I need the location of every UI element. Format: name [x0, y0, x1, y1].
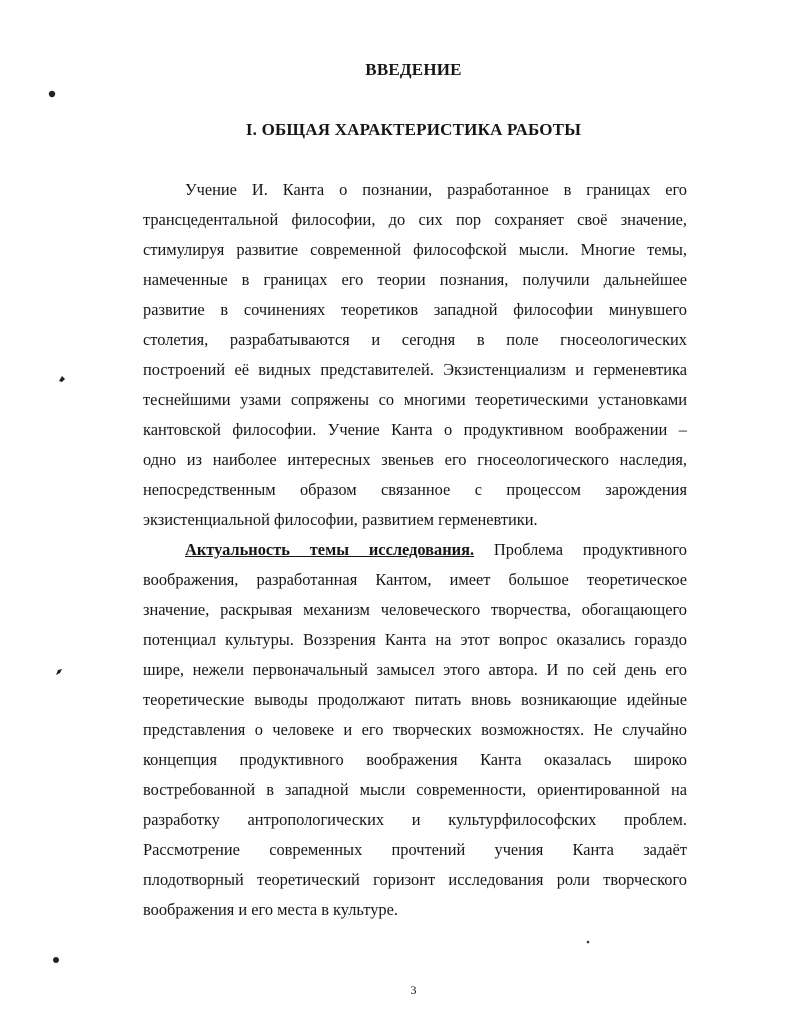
- text-line: востребованной в западной мысли современности, ориентированной на: [143, 780, 687, 799]
- binding-hole-mark: [52, 956, 60, 964]
- text-line: потенциал культуры. Воззрения Канта на этот вопрос оказались гораздо: [143, 630, 687, 649]
- binding-hole-mark: [58, 375, 66, 383]
- text-line: плодотворный теоретический горизонт исследования роли творческого: [143, 870, 687, 889]
- page-number: 3: [410, 983, 417, 997]
- text-line: представления о человеке и его творческих возможностях. Не случайно: [143, 720, 687, 739]
- text-line: намеченные в границах его теории познания, получили дальнейшее: [143, 270, 687, 289]
- text-line: столетия, разрабатываются и сегодня в поле гносеологических: [143, 330, 687, 349]
- text-line: стимулируя развитие современной философской мысли. Многие темы,: [143, 240, 687, 259]
- text-line: концепция продуктивного воображения Канта оказалась широко: [143, 750, 687, 769]
- text-line: воображения и его места в культуре.: [143, 900, 398, 919]
- section-heading: I. ОБЩАЯ ХАРАКТЕРИСТИКА РАБОТЫ: [245, 120, 582, 139]
- text-line: значение, раскрывая механизм человеческого творчества, обогащающего: [143, 600, 687, 619]
- text-line: теоретические выводы продолжают питать вновь возникающие идейные: [143, 690, 687, 709]
- text-line: [143, 535, 687, 565]
- text-line: воображения, разработанная Кантом, имеет большое теоретическое: [143, 570, 687, 589]
- binding-hole-mark: [55, 668, 63, 676]
- relevance-heading: Актуальность темы исследования.: [185, 540, 475, 559]
- paragraph-relevance: [143, 535, 687, 925]
- paragraph-intro: [143, 175, 687, 535]
- text-line: кантовской философии. Учение Канта о продуктивном воображении –: [143, 420, 687, 439]
- text-line: разработку антропологических и культурфилософских проблем.: [143, 810, 687, 829]
- text-line: развитие в сочинениях теоретиков западной философии минувшего: [143, 300, 687, 319]
- text-line: трансцедентальной философии, до сих пор сохраняет своё значение,: [143, 210, 687, 229]
- text-line: построений её видных представителей. Экзистенциализм и герменевтика: [143, 360, 687, 379]
- scan-speck: [586, 940, 590, 944]
- text-line: Учение И. Канта о познании, разработанное в границах его: [185, 180, 687, 199]
- document-title: ВВЕДЕНИЕ: [365, 60, 462, 79]
- text-line: шире, нежели первоначальный замысел этого автора. И по сей день его: [143, 660, 687, 679]
- text-line: экзистенциальной философии, развитием герменевтики.: [143, 510, 538, 529]
- text-line: непосредственным образом связанное с процессом зарождения: [143, 480, 687, 499]
- text-line: теснейшими узами сопряжены со многими теоретическими установками: [143, 390, 687, 409]
- binding-hole-mark: [48, 90, 56, 98]
- text-line: Рассмотрение современных прочтений учения Канта задаёт: [143, 840, 687, 859]
- text-fragment: Проблема продуктивного: [474, 540, 688, 559]
- text-line: одно из наиболее интересных звеньев его гносеологического наследия,: [143, 450, 687, 469]
